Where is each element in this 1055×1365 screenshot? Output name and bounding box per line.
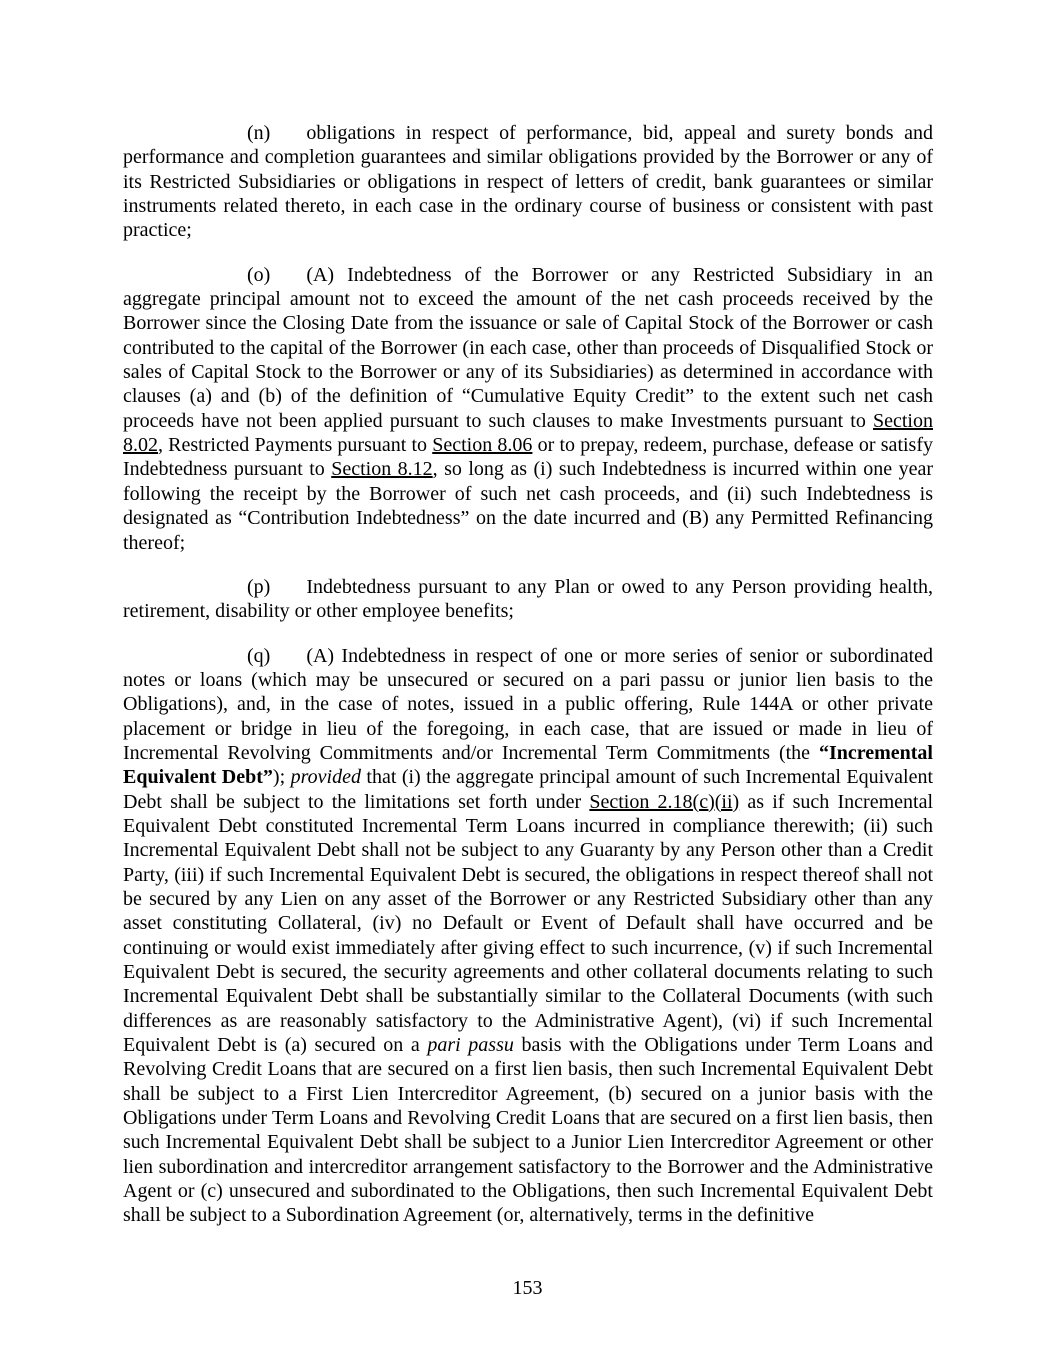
paragraph-label: (o) — [247, 263, 271, 286]
text-segment: , so long as (i) such Indebtedness is incurred within one year following the receipt by the Borrower of such net cash proceeds, and (ii) such Indebtedness is designated as “Contribution Indebtedness” on the date incurred and (B) any Permitted Refinancing thereof; — [123, 458, 933, 554]
text-segment: or to prepay, redeem, purchase, defease or satisfy Indebtedness pursuant to — [123, 434, 933, 481]
paragraph-label: (n) — [247, 122, 271, 144]
paragraph-list — [123, 121, 933, 1228]
page-number: 153 — [512, 1277, 543, 1299]
paragraph-p — [123, 575, 933, 624]
text-segment: (A) Indebtedness in respect of one or more series of senior or subordinated notes or loans (which may be unsecured or secured on a pari passu or junior lien basis to the Obligations), and, in the case of notes, issued in a public offering, Rule 144A or other private placement or bridge in lieu of the foregoing, in each case, that are issued or made in lieu of Incremental Revolving Commitments and/or Incremental Term Commitments (the — [123, 644, 933, 764]
section-reference: Section 8.06 — [432, 434, 533, 457]
text-segment: pari passu — [427, 1034, 514, 1057]
paragraph-o — [123, 263, 933, 555]
text-segment: that (i) the aggregate principal amount of such Incremental Equivalent Debt shall be subject to the limitations set forth under — [123, 766, 934, 813]
section-reference: Section 2.18(c)(ii) — [589, 790, 740, 813]
text-segment: (A) Indebtedness of the Borrower or any Restricted Subsidiary in an aggregate principal amount not to exceed the amount of the net cash proceeds received by the Borrower since the Closing Date from the issuance or sale of Capital Stock of the Borrower or cash contributed to the capital of the Borrower (in each case, other than proceeds of Disqualified Stock or sales of Capital Stock to the Borrower or any of its Subsidiaries) as determined in accordance with clauses (a) and (b) of the definition of “Cumulative Equity Credit” to the extent such net cash proceeds have not been applied pursuant to such clauses to make Investments pursuant to — [123, 263, 933, 432]
text-segment: ); — [272, 766, 291, 789]
section-reference: Section 8.02 — [123, 409, 933, 457]
text-segment: “Incremental Equivalent Debt” — [123, 741, 933, 789]
text-segment: provided — [290, 766, 361, 789]
paragraph-label: (q) — [247, 644, 271, 667]
text-segment: basis with the Obligations under Term Loans and Revolving Credit Loans that are secured on a first lien basis, then such Incremental Equivalent Debt shall be subject to a First Lien Intercreditor Agreement, (b) secured on a junior basis with the Obligations under Term Loans and Revolving Credit Loans that are secured on a first lien basis, then such Incremental Equivalent Debt shall be subject to a Junior Lien Intercreditor Agreement or other lien subordination and intercreditor arrangement satisfactory to the Borrower and the Administrative Agent or (c) unsecured and subordinated to the Obligations, then such Incremental Equivalent Debt shall be subject to a Subordination Agreement (or, alternatively, terms in the definitive — [123, 1034, 933, 1227]
paragraph-label: (p) — [247, 575, 271, 598]
text-segment: Indebtedness pursuant to any Plan or owed to any Person providing health, retirement, disability or other employee benefits; — [123, 575, 933, 623]
paragraph-q — [123, 644, 933, 1228]
text-segment: obligations in respect of performance, bid, appeal and surety bonds and performance and completion guarantees and similar obligations provided by the Borrower or any of its Restricted Subsidiaries or obligations in respect of letters of credit, bank guarantees or similar instruments related thereto, in each case in the ordinary course of business or consistent with past practice; — [123, 122, 933, 242]
document-body — [123, 121, 933, 1248]
text-segment: as if such Incremental Equivalent Debt constituted Incremental Term Loans incurred in compliance therewith; (ii) such Incremental Equivalent Debt shall not be subject to any Guaranty by any Person other than a Credit Party, (iii) if such Incremental Equivalent Debt is secured, the obligations in respect thereof shall not be secured by any Lien on any asset of the Borrower or any Restricted Subsidiary other than any asset constituting Collateral, (iv) no Default or Event of Default shall have occurred and be continuing or would exist immediately after giving effect to such incurrence, (v) if such Incremental Equivalent Debt is secured, the security agreements and other collateral documents relating to such Incremental Equivalent Debt shall be substantially similar to the Collateral Documents (with such differences as are reasonably satisfactory to the Administrative Agent), (vi) if such Incremental Equivalent Debt is (a) secured on a — [123, 790, 933, 1057]
text-segment: , Restricted Payments pursuant to — [158, 434, 433, 457]
paragraph-n — [123, 121, 933, 243]
section-reference: Section 8.12 — [331, 458, 433, 481]
